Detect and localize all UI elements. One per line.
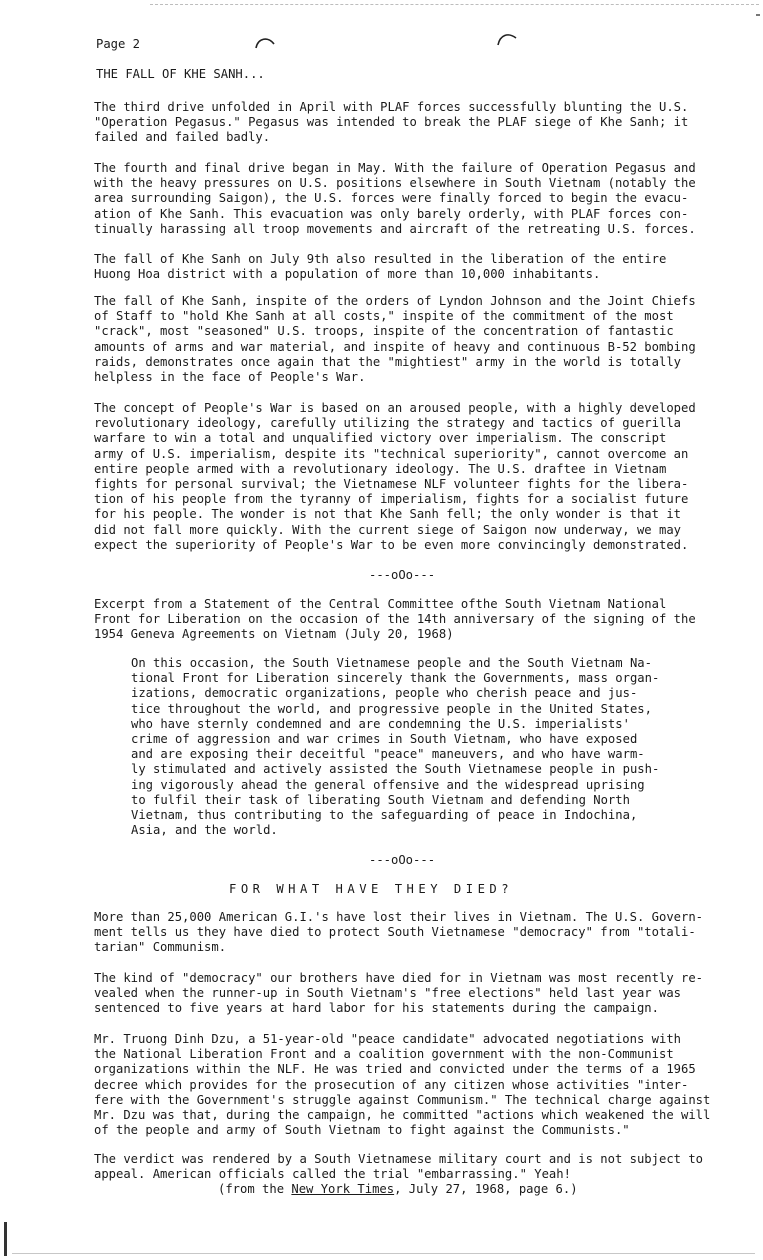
page-label: Page 2 (96, 37, 141, 51)
paragraph: The kind of "democracy" our brothers have died for in Vietnam was most recently re- vealed when the runner-up in South Vietnam's "free elections" held last year was sentenced to five years at hard labor for his statements during the campaign. (94, 971, 704, 1016)
hole-punch-mark (496, 32, 518, 46)
paragraph: More than 25,000 American G.I.'s have lost their lives in Vietnam. The U.S. Govern- ment tells us they have died to protect South Vietnamese "democracy" from "totali- tarian" Communism. (94, 910, 704, 955)
page-edge-top (150, 4, 759, 5)
excerpt-intro: Excerpt from a Statement of the Central Committee ofthe South Vietnam National Front for Liberation on the occasion of the 14th anniversary of the signing of the 1954 Geneva Agreements on Vietnam (July 20, 1968) (94, 597, 696, 642)
citation-suffix: , July 27, 1968, page 6.) (394, 1182, 578, 1196)
publication-name: New York Times (291, 1182, 395, 1196)
paragraph: The fall of Khe Sanh, inspite of the orders of Lyndon Johnson and the Joint Chiefs of Staff to "hold Khe Sanh at all costs," inspite of the commitment of the most "crack", most "seasoned" U.S. troops, inspite of the concentration of fantastic amounts of arms and war material, and inspite of heavy and continuous B-52 bombing raids, demonstrates once again that the "mightiest" army in the world is totally helpless in the face of People's War. (94, 294, 696, 385)
paragraph: Mr. Truong Dinh Dzu, a 51-year-old "peace candidate" advocated negotiations with the National Liberation Front and a coalition government with the non-Communist organizations within the NLF. He was tried and convicted under the terms of a 1965 decree which provides for the prosecution of any citizen whose activities "inter- fere with the Government's struggle against Communism." The technical charge against Mr. Dzu was that, during the campaign, he committed "actions which weakened the will of the people and army of South Vietnam to fight against the Communists." (94, 1032, 711, 1138)
paragraph: The verdict was rendered by a South Vietnamese military court and is not subject to appeal. American officials called the trial "embarrassing." Yeah! (94, 1152, 704, 1182)
paragraph: The fourth and final drive began in May. With the failure of Operation Pegasus and with the heavy pressures on U.S. positions elsewhere in South Vietnam (notably the area surrounding Saigon), the U.S. forces were finally forced to begin the evacu- ation of Khe Sanh. This evacuation was only barely orderly, with PLAF forces con- tinually harassing all troop movements and aircraft of the retreating U.S. forces. (94, 161, 696, 236)
citation-prefix: (from the (218, 1182, 292, 1196)
block-quote: On this occasion, the South Vietnamese people and the South Vietnam Na- tional Front for Liberation sincerely thank the Governments, mass organ- izations, democratic organizations, people who cherish peace and jus- tice throughout the world, and progressive people in the United States, who have sternly condemned and are condemning the U.S. imperialists' crime of aggression and war crimes in South Vietnam, who have exposed and are exposing their deceitful "peace" maneuvers, and who have warm- ly stimulated and actively assisted the South Vietnamese people in push- ing vigorously ahead the general offensive and the widespread uprising to fulfil their task of liberating South Vietnam and defending North Vietnam, thus contributing to the safeguarding of peace in Indochina, Asia, and the world. (131, 656, 660, 838)
paragraph: The third drive unfolded in April with PLAF forces successfully blunting the U.S. "Operation Pegasus." Pegasus was intended to break the PLAF siege of Khe Sanh; it failed and failed badly. (94, 100, 689, 145)
source-citation (218, 1182, 578, 1197)
hole-punch-mark (254, 36, 276, 50)
section-separator: ---oOo--- (369, 853, 436, 867)
paragraph: The fall of Khe Sanh on July 9th also resulted in the liberation of the entire Huong Hoa district with a population of more than 10,000 inhabitants. (94, 252, 667, 282)
article-heading: THE FALL OF KHE SANH... (96, 67, 265, 81)
section-separator: ---oOo--- (369, 568, 436, 582)
section-title: FOR WHAT HAVE THEY DIED? (229, 882, 514, 896)
binding-mark (4, 1222, 7, 1256)
page-edge-bottom (12, 1253, 755, 1254)
page-edge-mark (756, 14, 760, 16)
paragraph: The concept of People's War is based on an aroused people, with a highly developed revolutionary ideology, carefully utilizing the strategy and tactics of guerilla warfare to win a total and unqualified victory over imperialism. The conscript army of U.S. imperialism, despite its "technical superiority", cannot overcome an entire people armed with a revolutionary ideology. The U.S. draftee in Vietnam fights for personal survival; the Vietnamese NLF volunteer fights for the libera- tion of his people from the tyranny of imperialism, fights for a socialist future for his people. The wonder is not that Khe Sanh fell; the only wonder is that it did not fall more quickly. With the current siege of Saigon now underway, we may expect the superiority of People's War to be even more convincingly demonstrated. (94, 401, 696, 552)
